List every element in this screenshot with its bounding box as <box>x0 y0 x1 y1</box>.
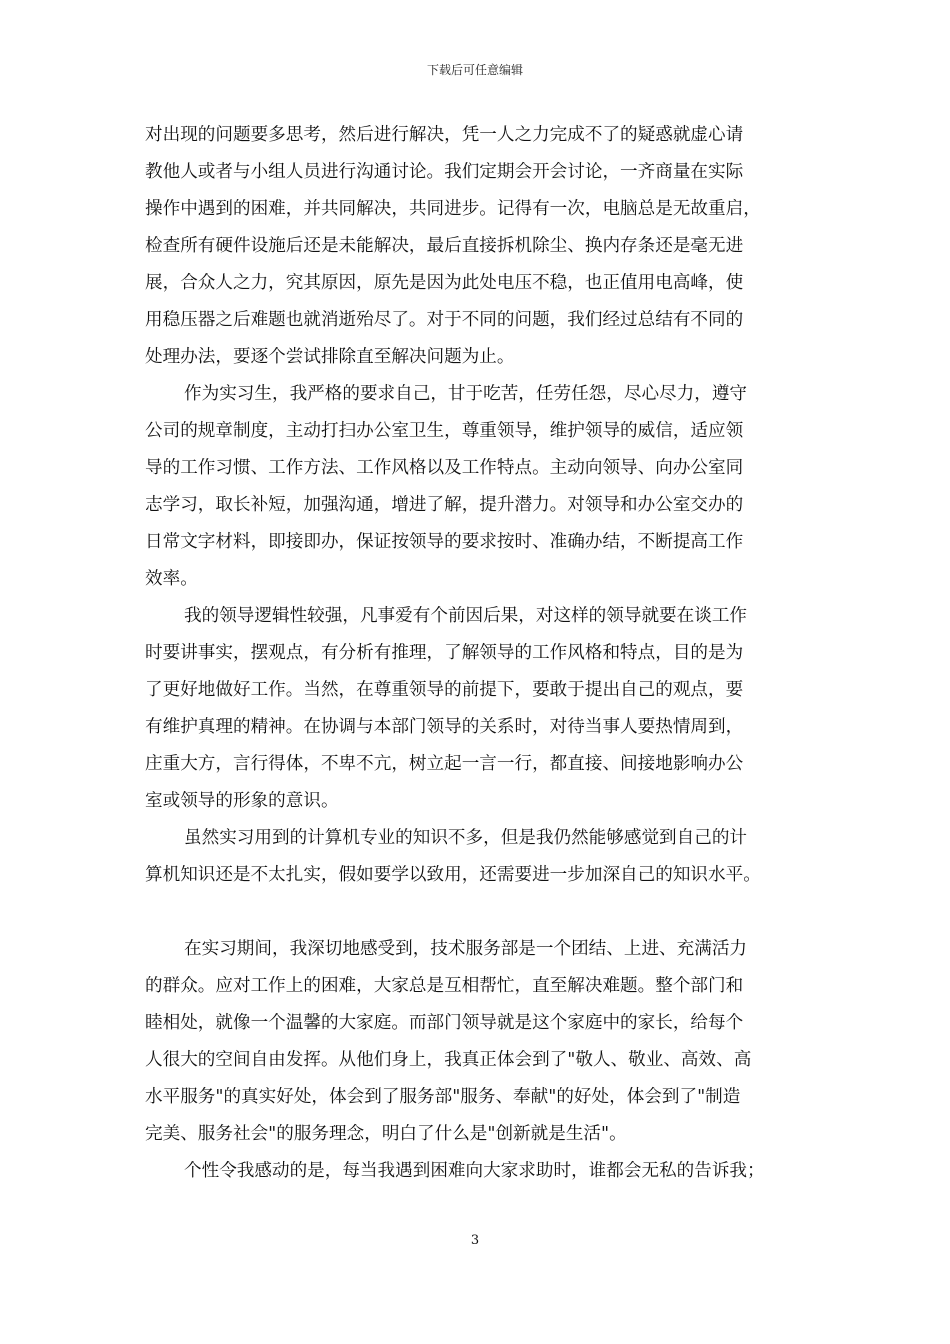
blank-line <box>145 894 825 931</box>
text-line: 处理办法，要逐个尝试排除直至解决问题为止。 <box>145 347 515 367</box>
text-line: 有维护真理的精神。在协调与本部门领导的关系时，对待当事人要热情周到， <box>145 717 744 737</box>
text-line: 导的工作习惯、工作方法、工作风格以及工作特点。主动向领导、向办公室同 <box>145 458 744 478</box>
text-line: 效率。 <box>145 569 198 589</box>
text-line: 操作中遇到的困难，并共同解决，共同进步。记得有一次，电脑总是无故重启， <box>145 199 761 219</box>
page-number: 3 <box>470 1233 480 1248</box>
paragraph-first-line: 虽然实习用到的计算机专业的知识不多，但是我仍然能够感觉到自己的计 <box>184 828 748 848</box>
paragraph-first-line: 作为实习生，我严格的要求自己，甘于吃苦，任劳任怨，尽心尽力，遵守 <box>184 384 748 404</box>
paragraph-first-line: 我的领导逻辑性较强，凡事爱有个前因后果，对这样的领导就要在谈工作 <box>184 606 748 626</box>
paragraph-first-line: 个性令我感动的是，每当我遇到困难向大家求助时，谁都会无私的告诉我； <box>184 1161 765 1181</box>
text-line: 公司的规章制度，主动打扫办公室卫生，尊重领导，维护领导的威信，适应领 <box>145 421 744 441</box>
text-line: 日常文字材料，即接即办，保证按领导的要求按时、准确办结，不断提高工作 <box>145 532 744 552</box>
text-line: 教他人或者与小组人员进行沟通讨论。我们定期会开会讨论，一齐商量在实际 <box>145 162 744 182</box>
text-line: 算机知识还是不太扎实，假如要学以致用，还需要进一步加深自己的知识水平。 <box>145 865 761 885</box>
text-line: 志学习，取长补短，加强沟通，增进了解，提升潜力。对领导和办公室交办的 <box>145 495 744 515</box>
text-line: 时要讲事实，摆观点，有分析有推理，了解领导的工作风格和特点，目的是为 <box>145 643 744 663</box>
text-line: 室或领导的形象的意识。 <box>145 791 339 811</box>
paragraph-first-line: 在实习期间，我深切地感受到，技术服务部是一个团结、上进、充满活力 <box>184 939 748 959</box>
text-line: 庄重大方，言行得体，不卑不亢，树立起一言一行，都直接、间接地影响办公 <box>145 754 744 774</box>
text-line: 的群众。应对工作上的困难，大家总是互相帮忙，直至解决难题。整个部门和 <box>145 976 744 996</box>
text-line: 检查所有硬件设施后还是未能解决，最后直接拆机除尘、换内存条还是毫无进 <box>145 236 744 256</box>
page-header: 下载后可任意编辑 <box>426 63 523 77</box>
text-line: 人很大的空间自由发挥。从他们身上，我真正体会到了"敬人、敬业、高效、高 <box>145 1050 752 1070</box>
text-line: 水平服务"的真实好处，体会到了服务部"服务、奉献"的好处，体会到了"制造 <box>145 1087 741 1107</box>
text-line: 完美、服务社会"的服务理念，明白了什么是"创新就是生活"。 <box>145 1124 627 1144</box>
text-line: 睦相处，就像一个温馨的大家庭。而部门领导就是这个家庭中的家长，给每个 <box>145 1013 744 1033</box>
text-line: 了更好地做好工作。当然，在尊重领导的前提下，要敢于提出自己的观点，要 <box>145 680 744 700</box>
text-line: 用稳压器之后难题也就消逝殆尽了。对于不同的问题，我们经过总结有不同的 <box>145 310 744 330</box>
text-line: 展，合众人之力，究其原因，原先是因为此处电压不稳，也正值用电高峰，使 <box>145 273 744 293</box>
document-body <box>145 117 825 1190</box>
text-line: 对出现的问题要多思考，然后进行解决，凭一人之力完成不了的疑惑就虚心请 <box>145 125 744 145</box>
